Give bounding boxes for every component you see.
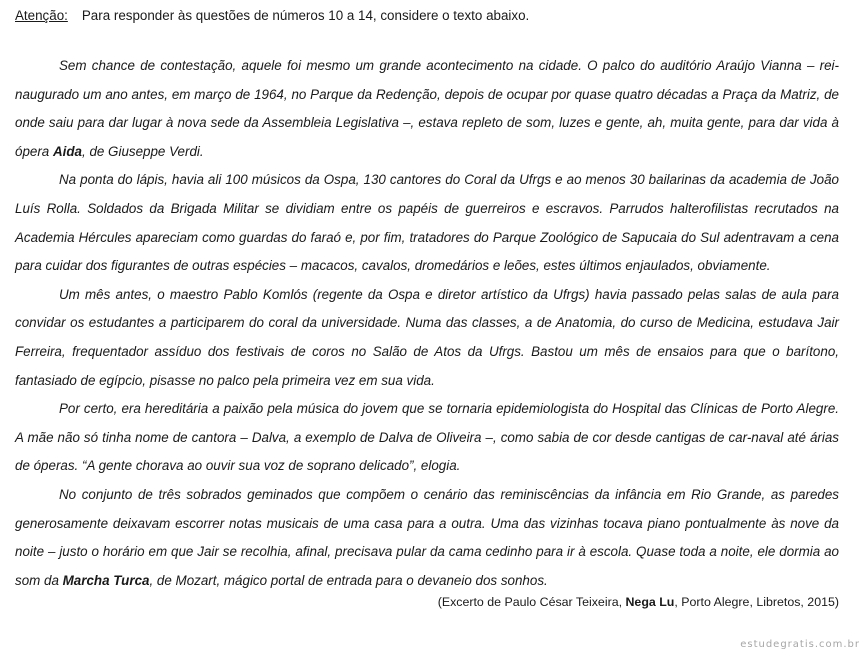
paragraph-5 [15,481,839,595]
paragraph-4: Por certo, era hereditária a paixão pela música do jovem que se tornaria epidemiologista do Hospital das Clínicas de Porto Alegre. A mãe não só tinha nome de cantora – Dalva, a exemplo de Dalva de Oliveira –, como sabia de cor desde cantigas de car-naval até árias de óperas. “A gente chorava ao ouvir sua voz de soprano delicado”, elogia. [15,401,839,474]
opera-title-aida: Aida [52,143,82,159]
paragraph-1-tail: , de Giuseppe Verdi. [82,143,204,159]
instruction-text: Para responder às questões de números 10 a 14, considere o texto abaixo. [81,8,530,23]
citation-text: (Excerto de Paulo César Teixeira, [437,595,626,609]
paragraph-1-text: Sem chance de contestação, aquele foi mesmo um grande acontecimento na cidade. O palco do auditório Araújo Vianna – rei-naugurado um ano antes, em março de 1964, no Parque da Redenção, depois de ocupar por quase quatro décadas a Praça da Matriz, de onde saiu para dar lugar à nova sede da Assembleia Legislativa –, estava repleto de som, luzes e gente, ah, muita gente, para dar vida à ópera [15,58,839,159]
instruction-header [15,6,529,26]
paragraph-3: Um mês antes, o maestro Pablo Komlós (regente da Ospa e diretor artístico da Ufrgs) havia passado pelas salas de aula para convidar os estudantes a participarem do coral da universidade. Numa das classes, a de Anatomia, do curso de Medicina, estudava Jair Ferreira, frequentador assíduo dos festivais de coros no Salão de Atos da Ufrgs. Bastou um mês de ensaios para que o barítono, fantasiado de egípcio, pisasse no palco pela primeira vez em sua vida. [15,286,839,388]
piece-title-marcha-turca: Marcha Turca [62,572,150,588]
site-watermark: estudegratis.com.br [740,639,860,650]
attention-label: Atenção: [15,8,68,23]
book-title: Nega Lu [625,595,675,609]
paragraph-2: Na ponta do lápis, havia ali 100 músicos da Ospa, 130 cantores do Coral da Ufrgs e ao menos 30 bailarinas da academia de João Luís Rolla. Soldados da Brigada Militar se dividiam entre os papéis de guerreiros e escravos. Parrudos halterofilistas recrutados na Academia Hércules apareciam como guardas do faraó e, por fim, tratadores do Parque Zoológico de Sapucaia do Sul adentravam a cena para cuidar dos figurantes de outras espécies – macacos, cavalos, dromedários e leões, estes últimos enjaulados, obviamente. [15,172,839,274]
reading-passage [15,52,839,595]
paragraph-1 [15,52,839,166]
citation-tail: , Porto Alegre, Libretos, 2015) [674,595,839,609]
paragraph-5-text: No conjunto de três sobrados geminados que compõem o cenário das reminiscências da infância em Rio Grande, as paredes generosamente deixavam escorrer notas musicais de uma casa para a outra. Uma das vizinhas tocava piano pontualmente às nove da noite – justo o horário em que Jair se recolhia, afinal, precisava pular da cama cedinho para ir à escola. Quase toda a noite, ele dormia ao som da [15,486,839,588]
paragraph-5-tail: , de Mozart, mágico portal de entrada para o devaneio dos sonhos. [149,572,548,588]
source-citation [438,593,839,611]
